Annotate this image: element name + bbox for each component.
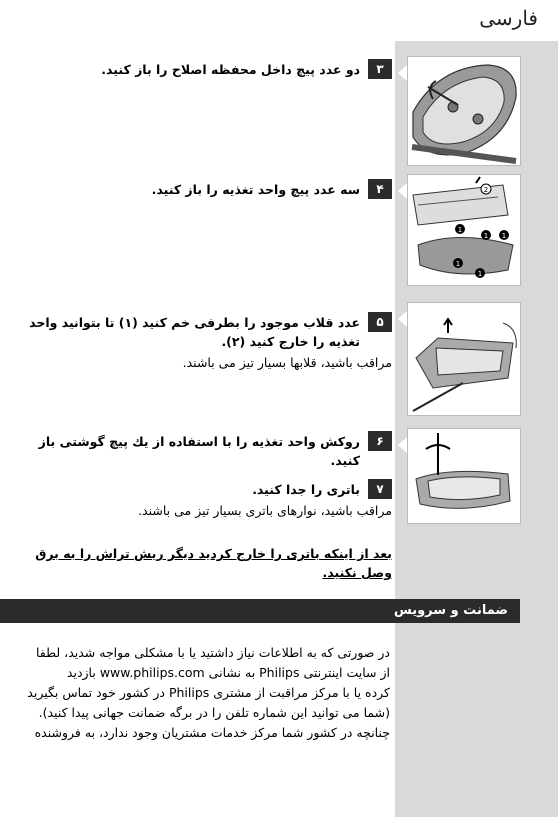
illustration-step-3 <box>407 56 521 166</box>
step-number: ۵ <box>368 312 392 332</box>
paragraph-line: چنانچه در کشور شما مرکز خدمات مشتریان وجود ندارد، به فروشنده <box>34 725 390 740</box>
section-title: ضمانت و سرویس <box>0 599 520 623</box>
step-text: روکش واحد تغذیه را با استفاده از یك پیچ گوشتی باز کنید. <box>38 434 360 468</box>
step-3 <box>8 60 392 79</box>
caution-note: مراقب باشید، نوارهای باتری بسیار تیز می باشند. <box>138 503 392 518</box>
callout-1: 1 <box>457 226 463 234</box>
step-number: ۷ <box>368 479 392 499</box>
step-text: دو عدد پیچ داخل محفظه اصلاح را باز کنید. <box>101 62 360 77</box>
warning-text <box>8 544 392 582</box>
illustration-step-4 <box>407 174 521 286</box>
warning-line-2: وصل نکنید. <box>322 565 392 580</box>
callout-1: 1 <box>483 232 489 240</box>
step-text-line-1: عدد قلاب موجود را بطرفی خم کنید (۱) تا بتوانید واحد <box>29 315 360 330</box>
language-label: فارسی <box>479 6 538 30</box>
shaver-housing-drawing <box>408 57 520 165</box>
step-text: سه عدد پیچ واحد تغذیه را باز کنید. <box>151 182 360 197</box>
cover-screwdriver-drawing <box>408 429 520 523</box>
paragraph-line: از سایت اینترنتی Philips به نشانی www.philips.com بازدید <box>66 665 390 680</box>
illustration-step-5 <box>407 302 521 416</box>
paragraph-line: در صورتی که به اطلاعات نیاز داشتید یا با مشکلی مواجه شدید، لطفا <box>36 645 390 660</box>
step-number: ۶ <box>368 431 392 451</box>
caution-note: مراقب باشید، قلابها بسیار تیز می باشند. <box>182 355 392 370</box>
step-6 <box>8 432 392 470</box>
step-text: باتری را جدا کنید. <box>252 482 360 497</box>
callout-1: 1 <box>477 270 483 278</box>
step-4 <box>8 180 392 199</box>
callout-2: 2 <box>483 186 489 194</box>
warning-line-1: بعد از اینکه باتری را خارج کردید دیگر ریش تراش را به برق <box>35 546 392 561</box>
step-7 <box>8 480 392 520</box>
step-number: ۴ <box>368 179 392 199</box>
paragraph-line: (شما می توانید این شماره تلفن را در برگه ضمانت جهانی پیدا کنید). <box>38 705 390 720</box>
step-5 <box>8 313 392 372</box>
step-number: ۳ <box>368 59 392 79</box>
guarantee-paragraph <box>0 643 390 743</box>
callout-1: 1 <box>455 260 461 268</box>
callout-1: 1 <box>501 232 507 240</box>
paragraph-line: کرده یا با مرکز مراقبت از مشتری Philips در کشور خود تماس بگیرید <box>27 685 390 700</box>
illustration-step-6 <box>407 428 521 524</box>
hooks-drawing <box>408 303 520 415</box>
step-text-line-2: تغذیه را خارج کنید (۲). <box>221 334 360 349</box>
power-unit-drawing <box>408 175 520 285</box>
